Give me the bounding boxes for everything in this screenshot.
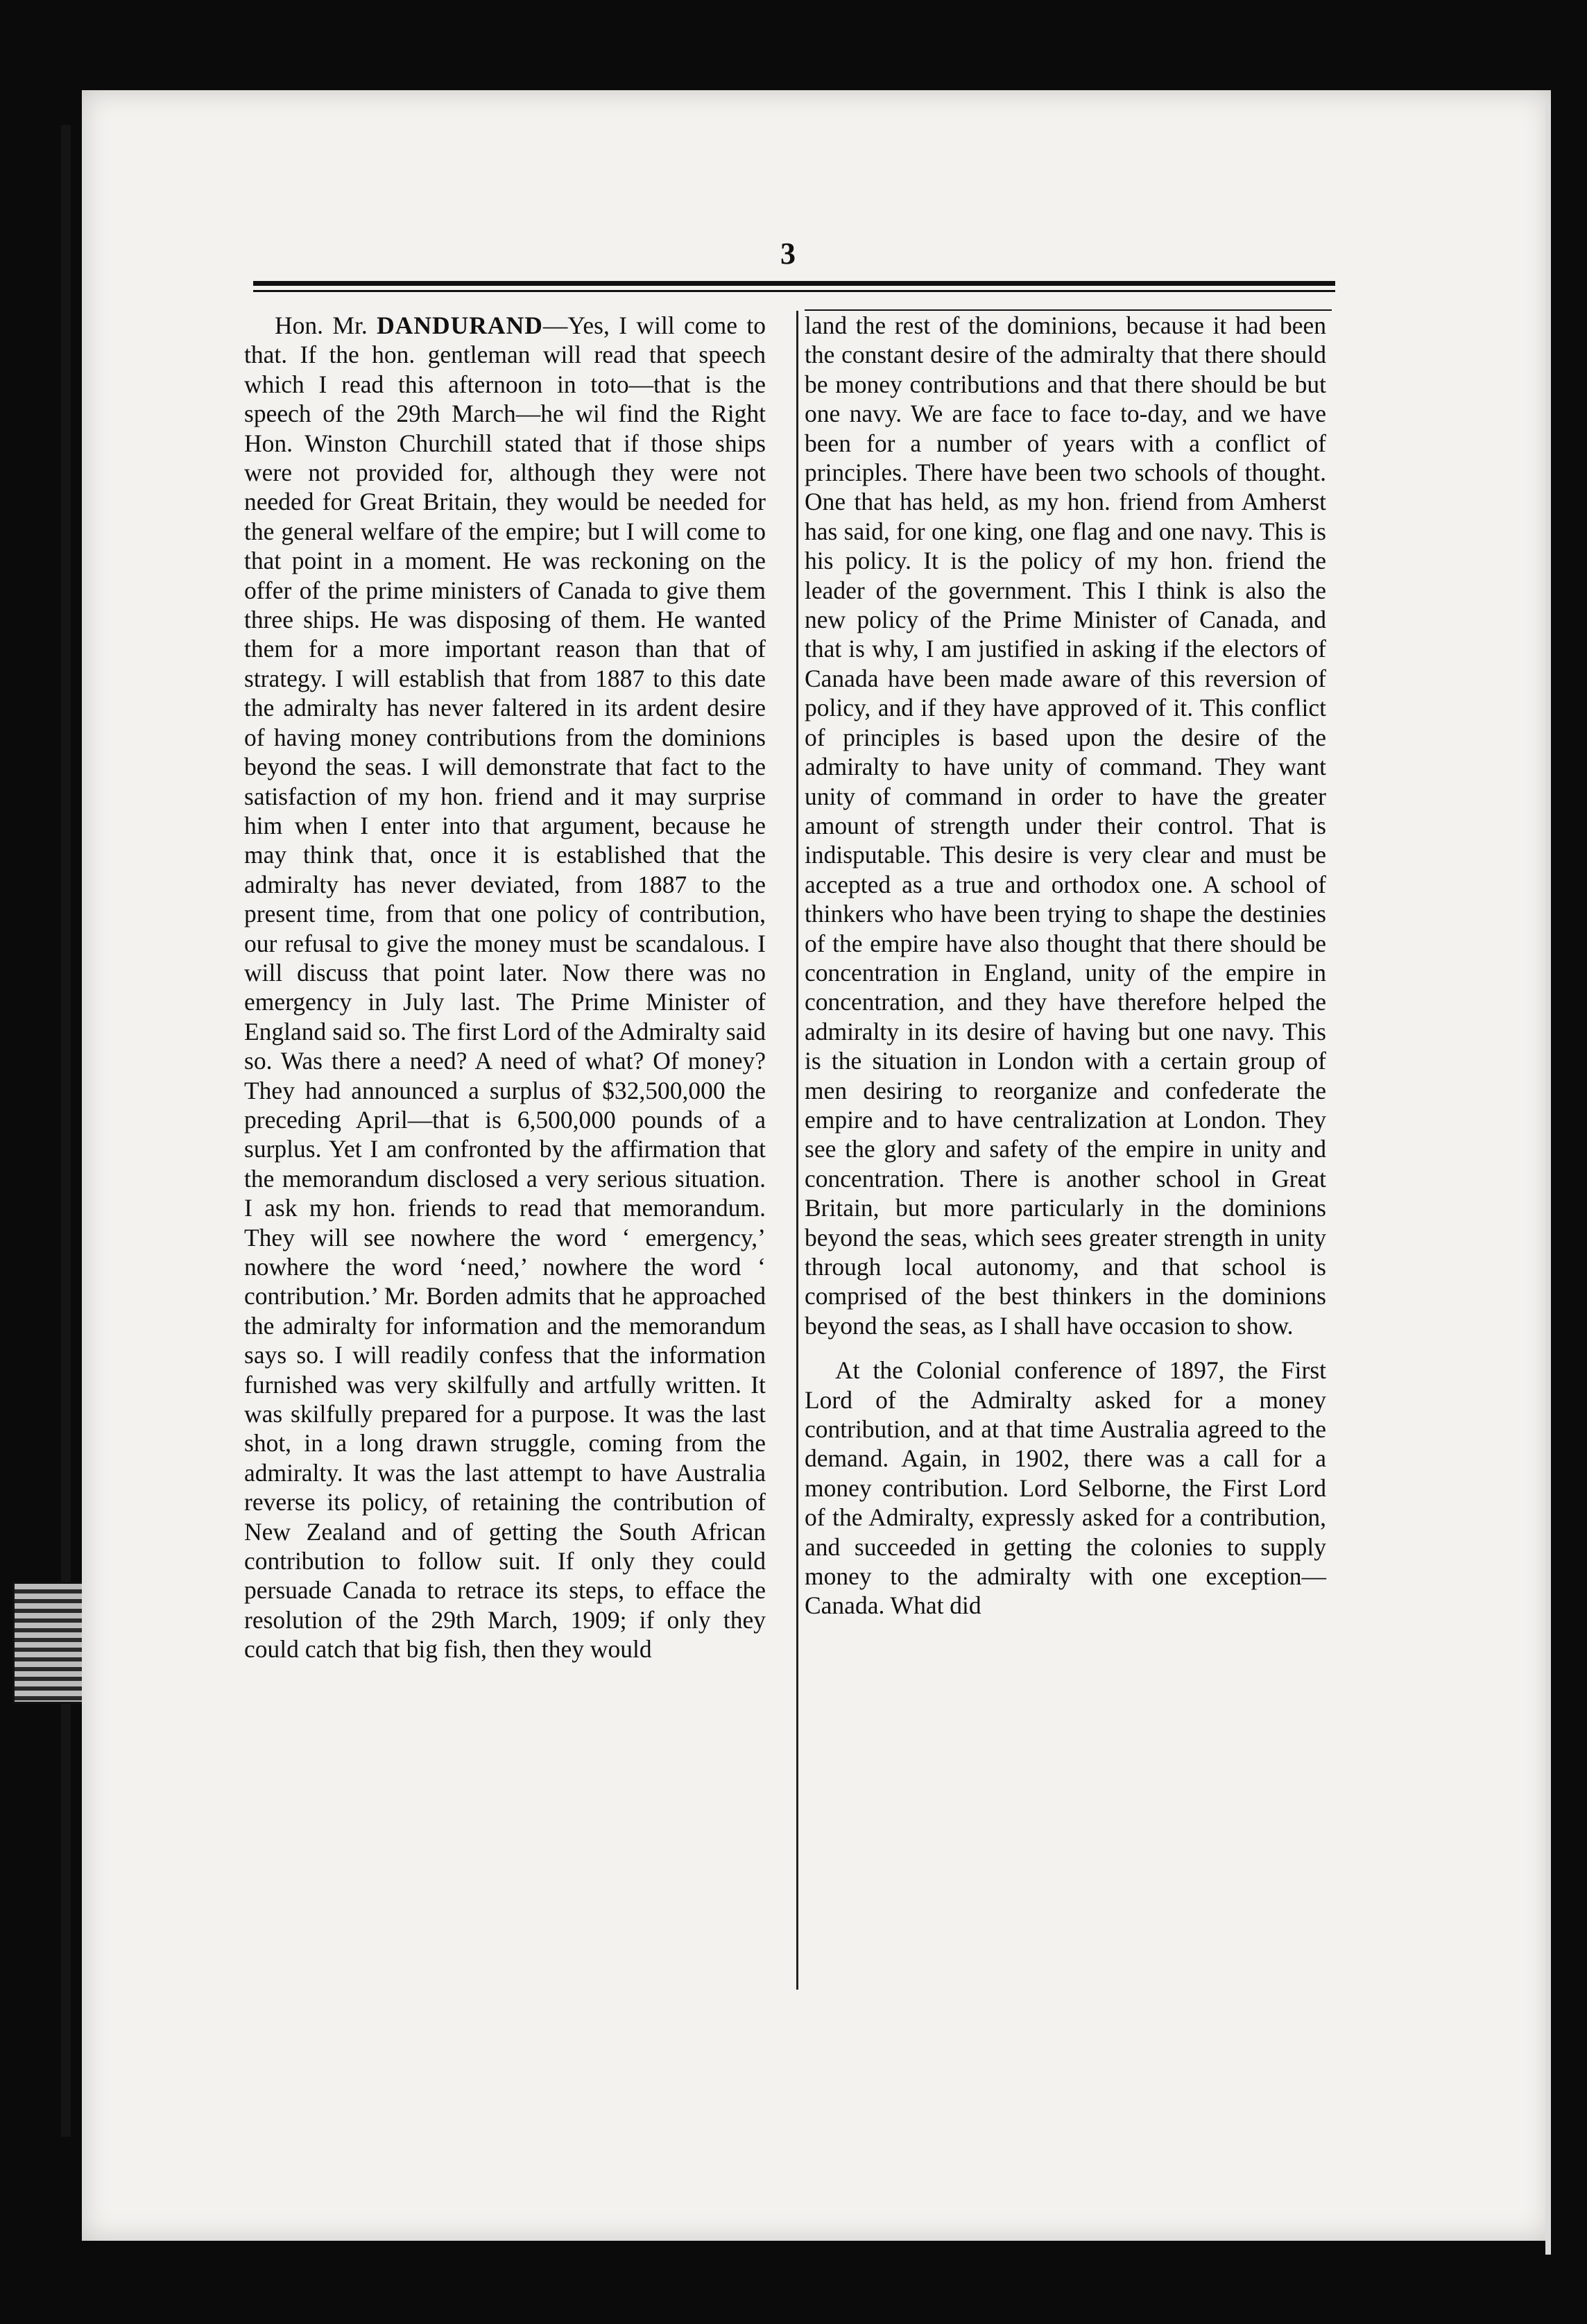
right-column-paragraph-1: land the rest of the dominions, because it had been the constant desire of the admiralty that there should be money contributions and that there should be but one navy. We are face to face to-day, and we have been for a number of years with a conflict of principles. There have been two schools of thought. One that has held, as my hon. friend from Amherst has said, for one king, one flag and one navy. This is his policy. It is the policy of my hon. friend the leader of the government. This I think is also the new policy of the Prime Minister of Canada, and that is why, I am justified in asking if the electors of Canada have been made aware of this reversion of policy, and if they have approved of it. This conflict of principles is based upon the desire of the admiralty to have unity of command. They want unity of command in order to have the greater amount of strength under their control. That is indisputable. This desire is very clear and must be accepted as a true and orthodox one. A school of thinkers who have been trying to shape the destinies of the empire have also thought that there should be concentration in England, unity of the empire in concentration, and they have therefore helped the admiralty in its desire of having but one navy. This is the situation in London with a certain group of men desiring to reorganize and confederate the empire and to have centralization at London. They see the glory and safety of the empire in unity and concentration. There is another school in Great Britain, but more particularly in the dominions beyond the seas, which sees greater strength in unity through local autonomy, and that school is comprised of the best thinkers in the dominions beyond the seas, as I shall have occasion to show. [805, 311, 1326, 1340]
header-rule-thin [253, 290, 1335, 292]
left-column [244, 311, 766, 1664]
binding-clip [12, 1582, 93, 1704]
page-edge-right [1545, 104, 1551, 2255]
right-column-paragraph-2: At the Colonial conference of 1897, the First Lord of the Admiralty asked for a money contribution, and at that time Australia agreed to the demand. Again, in 1902, there was a call for a money contribution. Lord Selborne, the First Lord of the Admiralty, expressly asked for a contribution, and succeeded in getting the colonies to supply money to the admiralty with one exception—Canada. What did [805, 1356, 1326, 1620]
header-rule-thick [253, 281, 1335, 286]
right-column [805, 311, 1326, 1621]
speaker-prefix: Hon. Mr. [275, 311, 377, 339]
speaker-name: DANDURAND [377, 311, 543, 339]
column-divider [796, 311, 798, 1990]
page-number: 3 [780, 237, 796, 271]
left-column-paragraph [244, 311, 766, 1664]
speech-text: —Yes, I will come to that. If the hon. gentleman will read that speech which I read this afternoon in toto—that is the speech of the 29th March—he wil find the Right Hon. Winston Churchill stated that if those ships were not provided for, although they were not needed for Great Britain, they would be needed for the general welfare of the empire; but I will come to that point in a moment. He was reckoning on the offer of the prime ministers of Canada to give them three ships. He was disposing of them. He wanted them for a more important reason than that of strategy. I will establish that from 1887 to this date the admiralty has never faltered in its ardent desire of having money contributions from the dominions beyond the seas. I will demonstrate that fact to the satisfaction of my hon. friend and it may surprise him when I enter into that argument, because he may think that, once it is established that the admiralty has never deviated, from 1887 to the present time, from that one policy of contribution, our refusal to give the money must be scandalous. I will discuss that point later. Now there was no emergency in July last. The Prime Minister of England said so. The first Lord of the Admiralty said so. Was there a need? A need of what? Of money? They had announced a surplus of $32,500,000 the preceding April—that is 6,500,000 pounds of a surplus. Yet I am confronted by the affirmation that the memorandum disclosed a very serious situation. I ask my hon. friends to read that memorandum. They will see nowhere the word ‘ emergency,’ nowhere the word ‘need,’ nowhere the word ‘ contribution.’ Mr. Borden admits that he approached the admiralty for information and the memorandum says so. I will readily confess that the information furnished was very skilfully and artfully written. It was skilfully prepared for a purpose. It was the last shot, in a long drawn struggle, coming from the admiralty. It was the last attempt to have Australia reverse its policy, of retaining the contribution of New Zealand and of getting the South African contribution to follow suit. If only they could persuade Canada to retrace its steps, to efface the resolution of the 29th March, 1909; if only they could catch that big fish, then they would [244, 311, 766, 1664]
binding-edge [61, 125, 71, 2137]
